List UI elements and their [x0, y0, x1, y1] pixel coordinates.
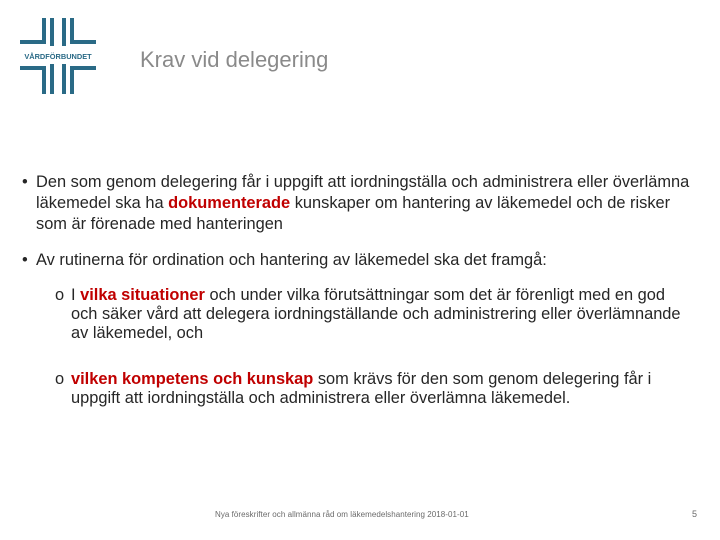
sub-bullet-text: och under vilka förutsättningar som det är förenligt med en god och säker vård att delegera iordningställande och administrering eller överlämnande av läkemedel, och [71, 286, 681, 342]
sub-bullet-text: som krävs för den som genom delegering får i uppgift att iordningställa och administrera eller överlämna läkemedel. [71, 370, 652, 407]
sub-bullet-item [55, 286, 691, 343]
cross-logo-icon [18, 16, 98, 96]
sub-bullet-marker: o [55, 286, 65, 304]
vardforbundet-logo [18, 16, 98, 96]
slide-title: Krav vid delegering [140, 47, 329, 72]
bullet-text: Den som genom delegering får i uppgift att iordningställa och administrera eller överlämna läkemedel ska ha [36, 173, 690, 212]
bullet-text: kunskaper om hantering av läkemedel och de risker som är förenade med hanteringen [36, 194, 671, 233]
bullet-item [22, 250, 692, 271]
slide-footer: Nya föreskrifter och allmänna råd om läkemedelshantering 2018-01-01 [215, 510, 469, 519]
logo-wordmark: VÅRDFÖRBUNDET [24, 52, 92, 61]
bullet-item [22, 172, 692, 235]
sub-bullet-marker: o [55, 370, 65, 388]
bullet-text: Av rutinerna för ordination och hantering av läkemedel ska det framgå: [36, 251, 547, 269]
slide-body [22, 172, 692, 408]
page-number: 5 [692, 509, 698, 519]
sub-bullet-item [55, 370, 691, 408]
bullet-marker: • [22, 251, 28, 269]
bullet-highlight: dokumenterade [168, 194, 291, 212]
sub-bullet-text: I [71, 286, 81, 304]
sub-bullet-highlight: vilka situationer [80, 286, 205, 304]
sub-bullet-highlight: vilken kompetens och kunskap [71, 370, 314, 388]
bullet-marker: • [22, 173, 28, 191]
